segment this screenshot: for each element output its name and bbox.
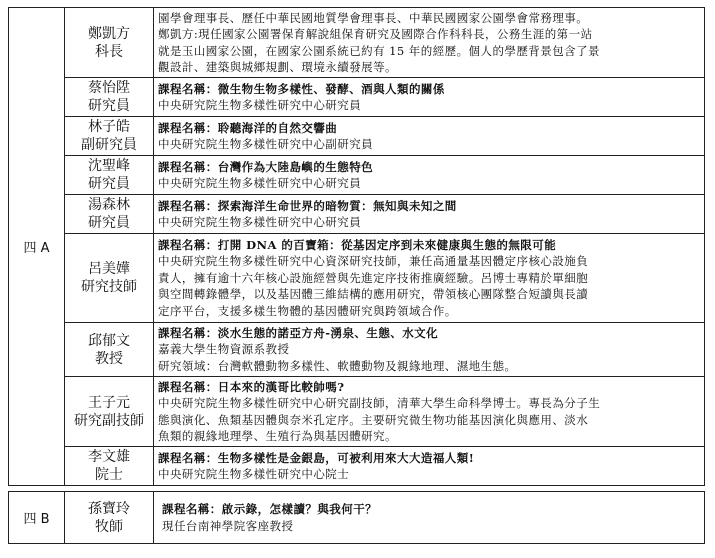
speaker-name: 王子元 — [88, 394, 130, 411]
course-description — [154, 78, 705, 117]
description-line: 責人，擁有逾十六年核心設施經營與先進定序技術推廣經驗。呂博士專精於單細胞 — [158, 270, 589, 285]
speaker-row — [9, 156, 705, 195]
course-title: 課程名稱：打開 DNA 的百寶箱：從基因定序到未來健康與生態的無限可能 — [158, 237, 557, 252]
description-line: 園學會理事長、歷任中華民國地質學會理事長、中華民國國家公園學會常務理事。 — [158, 10, 589, 25]
speaker-title: 牧師 — [95, 518, 123, 535]
speaker-cell — [65, 323, 154, 377]
speaker-cell — [65, 492, 154, 544]
description-line: 與空間轉錄體學，以及基因體三維結構的應用研究，帶領核心團隊整合短讀與長讀 — [158, 287, 589, 302]
description-line: 態與演化、魚類基因體與奈米孔定序。主要研究微生物功能基因演化與應用、淡水 — [158, 412, 589, 427]
course-description — [154, 156, 705, 195]
schedule-table-b — [8, 491, 705, 544]
course-title: 課程名稱：探索海洋生命世界的暗物質：無知與未知之間 — [158, 198, 457, 213]
speaker-name: 邱郁文 — [88, 332, 130, 349]
course-title: 課程名稱：淡水生態的諾亞方舟-湧泉、生態、水文化 — [158, 325, 439, 340]
speaker-name: 呂美嬅 — [88, 261, 130, 277]
course-description — [154, 323, 705, 377]
speaker-title: 院士 — [95, 467, 123, 483]
speaker-cell — [65, 78, 154, 117]
speaker-name: 湯森林 — [88, 197, 130, 213]
speaker-title: 研究技師 — [81, 279, 137, 295]
speaker-title: 教授 — [95, 350, 123, 367]
speaker-cell — [65, 447, 154, 486]
course-description — [154, 195, 705, 234]
speaker-name: 孫寶玲 — [88, 500, 130, 517]
speaker-row — [9, 8, 705, 78]
speaker-title: 副研究員 — [81, 137, 137, 153]
speaker-row — [9, 117, 705, 156]
description-line: 中央研究院生物多樣性研究中心院士 — [158, 467, 350, 481]
speaker-name: 鄭凱方 — [88, 25, 130, 42]
description-line: 嘉義大學生物資源系教授 — [158, 342, 290, 357]
speaker-cell — [65, 117, 154, 156]
speaker-title: 研究員 — [88, 98, 130, 114]
description-line: 中央研究院生物多樣性研究中心研究員 — [158, 215, 362, 229]
speaker-row — [9, 195, 705, 234]
speaker-cell — [65, 234, 154, 323]
description-line: 中央研究院生物多樣性研究中心研究副技師，清華大學生命科學博士。專長為分子生 — [158, 396, 601, 410]
description-line: 就是玉山國家公園，在國家公園系統已約有 15 年的經歷。個人的學歷背景包含了景 — [158, 43, 600, 58]
description-line: 現任台南神學院客座教授 — [162, 518, 294, 533]
speaker-name: 蔡怡陞 — [88, 80, 130, 96]
speaker-title: 研究員 — [88, 176, 130, 192]
course-title: 課程名稱：生物多樣性是金銀島，可被利用來大大造福人類! — [158, 450, 475, 465]
course-description — [154, 234, 705, 323]
speaker-name: 李文雄 — [88, 449, 130, 465]
speaker-row — [9, 377, 705, 447]
speaker-title: 研究副技師 — [74, 412, 144, 429]
course-title: 課程名稱：微生物生物多樣性、發酵、酒與人類的關係 — [158, 81, 445, 96]
description-line: 定序平台，支援多樣生物體的基因體研究與跨領域合作。 — [158, 303, 457, 318]
description-line: 中央研究院生物多樣性研究中心副研究員 — [158, 137, 374, 151]
course-description — [154, 447, 705, 486]
description-line: 研究領域：台灣軟體動物多樣性、軟體動物及親緣地理、濕地生態。 — [158, 358, 517, 373]
group-label: 四 B — [9, 492, 65, 544]
speaker-title: 科長 — [95, 43, 123, 60]
description-line: 魚類的親緣地理學、生殖行為與基因體研究。 — [158, 429, 397, 443]
description-line: 中央研究院生物多樣性研究中心研究員 — [158, 98, 362, 112]
course-title: 課程名稱：聆聽海洋的自然交響曲 — [158, 120, 338, 135]
speaker-cell — [65, 8, 154, 78]
speaker-title: 研究員 — [88, 215, 130, 231]
group-label: 四 A — [9, 8, 65, 486]
course-title: 課程名稱：台灣作為大陸島嶼的生態特色 — [158, 159, 374, 174]
course-title: 課程名稱：啟示錄，怎樣讀？與我何干？ — [162, 502, 378, 516]
speaker-row — [9, 492, 705, 544]
course-description — [154, 117, 705, 156]
speaker-row — [9, 323, 705, 377]
course-description — [154, 8, 705, 78]
description-line: 中央研究院生物多樣性研究中心資深研究技師，兼任高通量基因體定序核心設施負 — [158, 254, 589, 269]
description-line: 鄭凱方:現任國家公園署保育解說組保育研究及國際合作科科長，公務生涯的第一站 — [158, 27, 593, 41]
schedule-table-a — [8, 7, 705, 486]
description-line: 中央研究院生物多樣性研究中心研究員 — [158, 176, 362, 190]
speaker-row — [9, 447, 705, 486]
speaker-row — [9, 234, 705, 323]
course-description — [154, 492, 705, 544]
speaker-name: 沈聖峰 — [88, 158, 130, 174]
course-title: 課程名稱：日本來的漢哥比較帥嗎? — [158, 379, 345, 394]
description-line: 觀設計、建築與城鄉規劃、環境永續發展等。 — [158, 60, 397, 74]
speaker-cell — [65, 156, 154, 195]
speaker-cell — [65, 377, 154, 447]
speaker-name: 林子皓 — [88, 119, 130, 135]
speaker-cell — [65, 195, 154, 234]
speaker-row — [9, 78, 705, 117]
course-description — [154, 377, 705, 447]
